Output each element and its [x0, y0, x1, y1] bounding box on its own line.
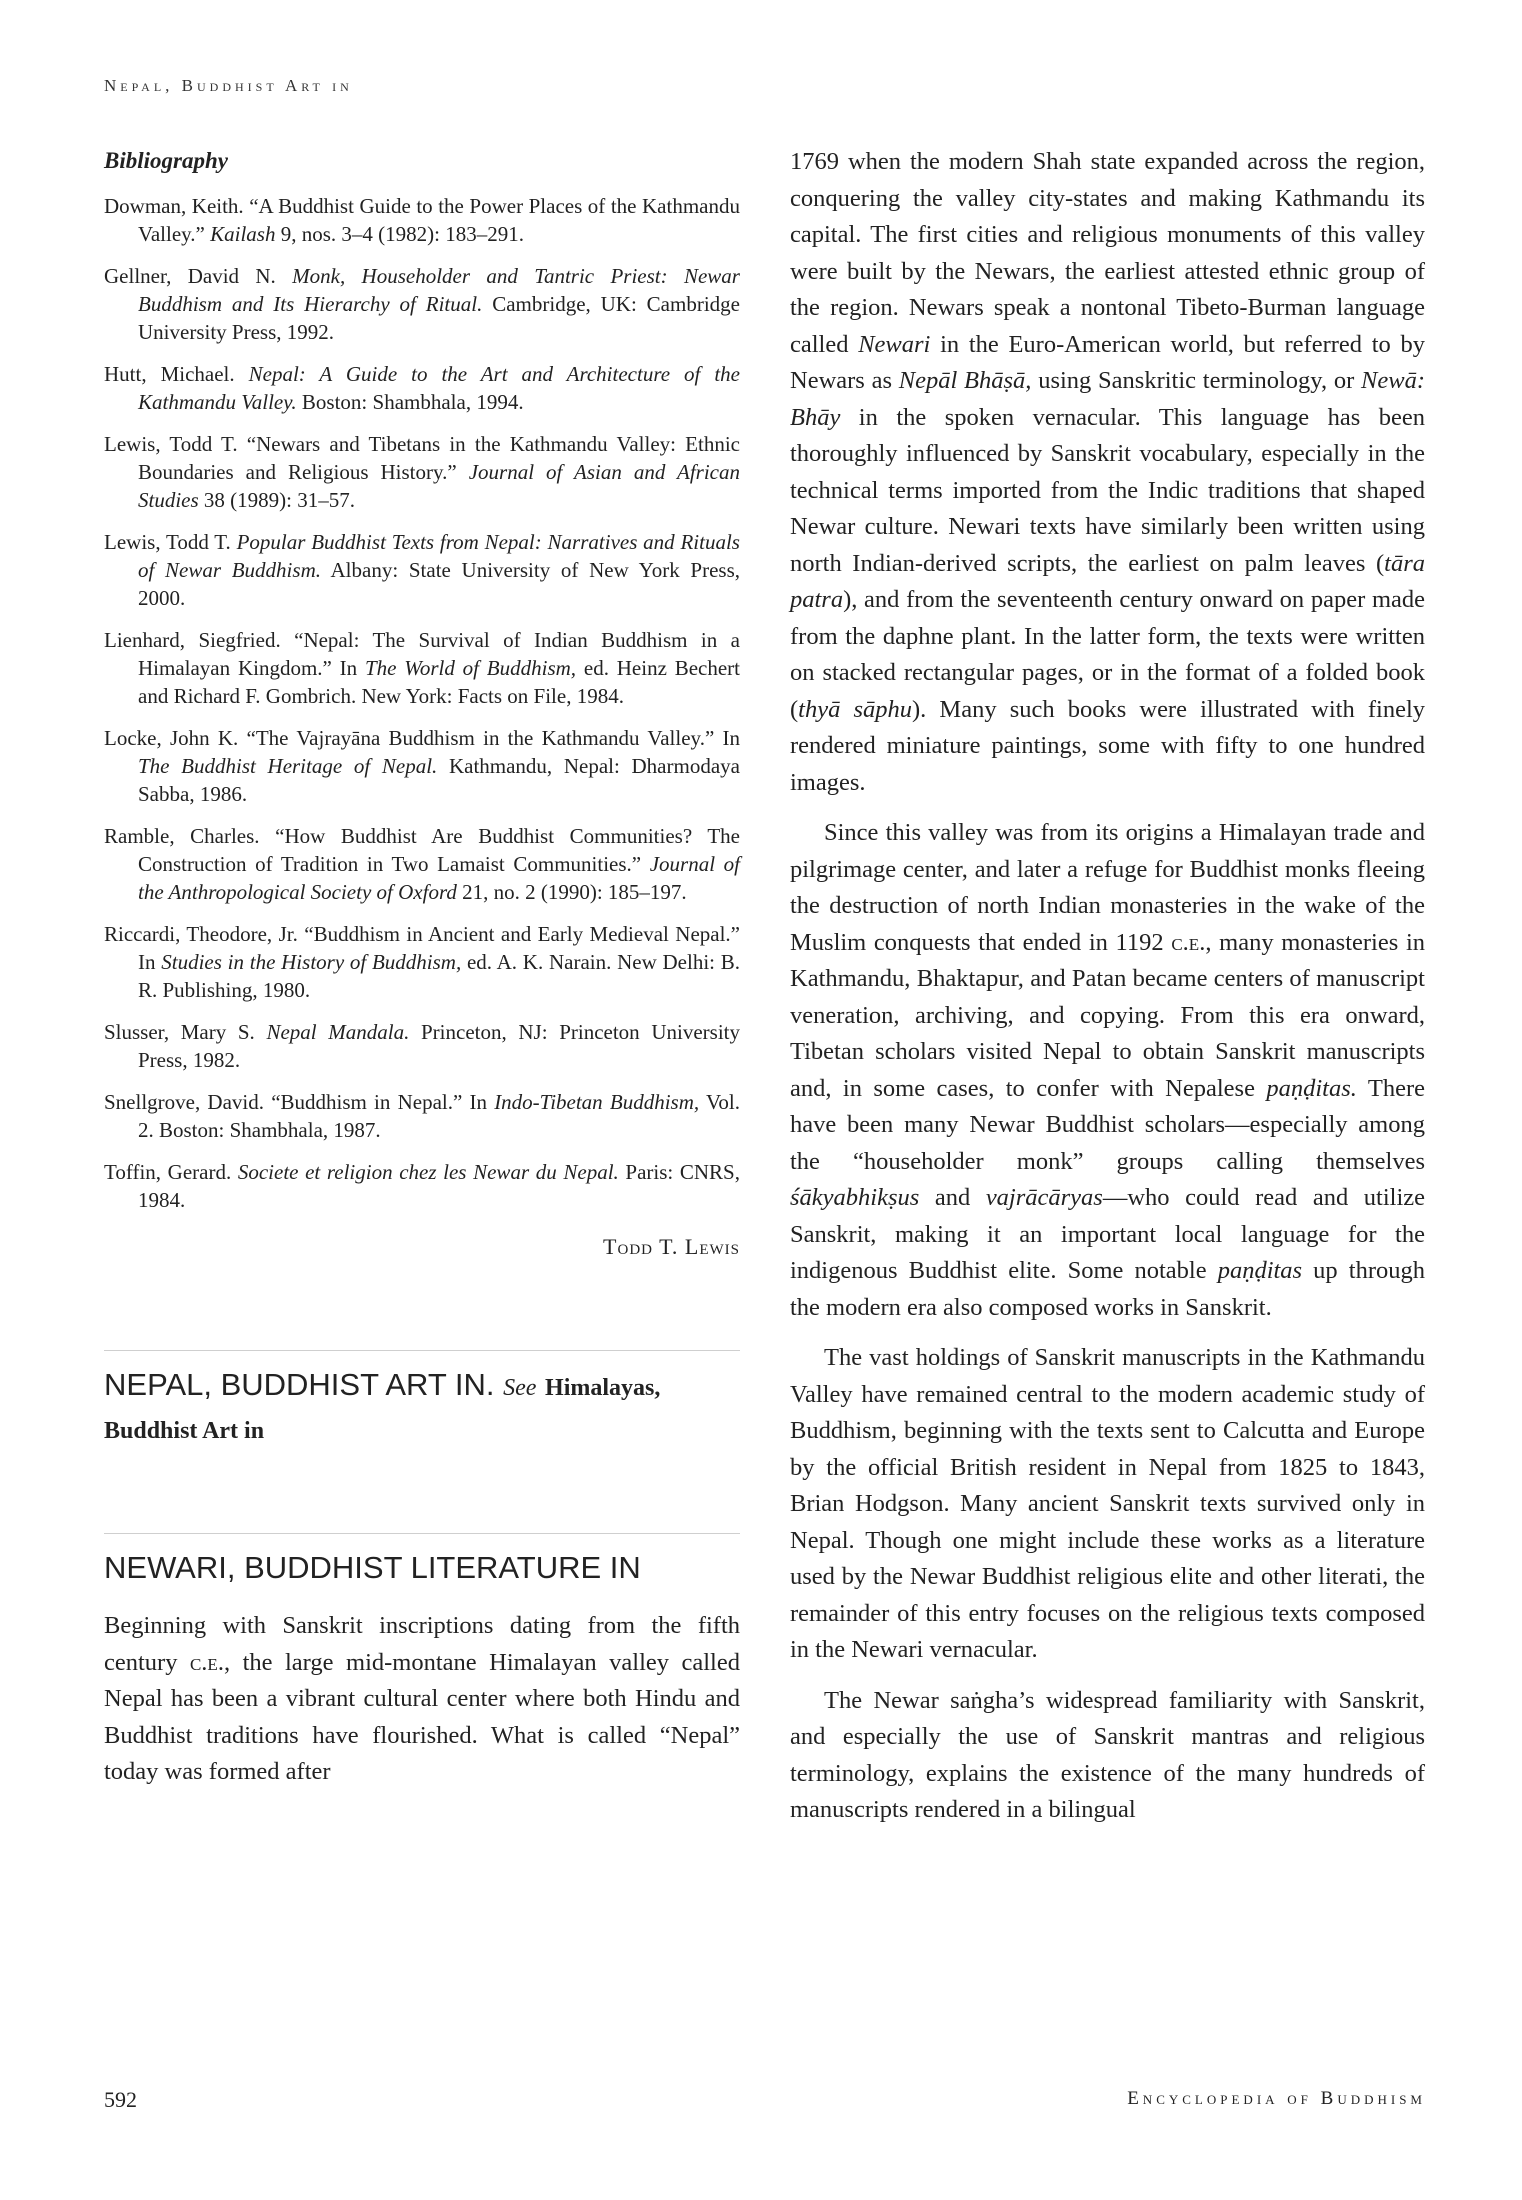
bib-entry: Lewis, Todd T. Popular Buddhist Texts from Nepal: Narratives and Rituals of Newar Buddhism. Albany: State University of New York Press, 2000.	[104, 530, 740, 610]
bib-entry: Toffin, Gerard. Societe et religion chez les Newar du Nepal. Paris: CNRS, 1984.	[104, 1160, 740, 1212]
body-paragraph: Beginning with Sanskrit inscriptions dating from the fifth century c.e., the large mid-montane Himalayan valley called Nepal has been a vibrant cultural center where both Hindu and Buddhist traditions have flourished. What is called “Nepal” today was formed after	[104, 1612, 740, 1785]
bib-entry: Ramble, Charles. “How Buddhist Are Buddhist Communities? The Construction of Tradition in Two Lamaist Communities.” Journal of the Anthropological Society of Oxford 21, no. 2 (1990): 185–197.	[104, 824, 740, 904]
bibliography-heading: Bibliography	[104, 148, 228, 173]
body-paragraph: The vast holdings of Sanskrit manuscripts in the Kathmandu Valley have remained central to the modern academic study of Buddhism, beginning with the texts sent to Calcutta and Europe by the official British resident in Nepal from 1825 to 1843, Brian Hodgson. Many ancient Sanskrit texts survived only in Nepal. Though one might include these works as a literature used by the Newar Buddhist religious elite and other literati, the remainder of this entry focuses on the religious texts composed in the Newari vernacular.	[790, 1344, 1425, 1663]
left-column	[104, 142, 740, 1805]
bib-entry: Riccardi, Theodore, Jr. “Buddhism in Ancient and Early Medieval Nepal.” In Studies in the History of Buddhism, ed. A. K. Narain. New Delhi: B. R. Publishing, 1980.	[104, 922, 740, 1002]
bib-entry: Slusser, Mary S. Nepal Mandala. Princeton, NJ: Princeton University Press, 1982.	[104, 1020, 740, 1072]
body-paragraph: Since this valley was from its origins a Himalayan trade and pilgrimage center, and later a refuge for Buddhist monks fleeing the destruction of north Indian monasteries in the wake of the Muslim conquests that ended in 1192 c.e., many monasteries in Kathmandu, Bhaktapur, and Patan became centers of manuscript veneration, archiving, and copying. From this era onward, Tibetan scholars visited Nepal to obtain Sanskrit manuscripts and, in some cases, to confer with Nepalese paṇḍitas. There have been many Newar Buddhist scholars—especially among the “householder monk” groups calling themselves śākyabhikṣus and vajrācāryas—who could read and utilize Sanskrit, making it an important local language for the indigenous Buddhist elite. Some notable paṇḍitas up through the modern era also composed works in Sanskrit.	[790, 819, 1426, 1321]
bib-entry: Hutt, Michael. Nepal: A Guide to the Art and Architecture of the Kathmandu Valley. Boston: Shambhala, 1994.	[104, 362, 740, 414]
bib-entry: Lienhard, Siegfried. “Nepal: The Survival of Indian Buddhism in a Himalayan Kingdom.” In The World of Buddhism, ed. Heinz Bechert and Richard F. Gombrich. New York: Facts on File, 1984.	[104, 628, 740, 708]
see-label: See	[503, 1375, 537, 1401]
body-paragraph: 1769 when the modern Shah state expanded across the region, conquering the valley city-states and making Kathmandu its capital. The first cities and religious monuments of this valley were built by the Newars, the earliest attested ethnic group of the region. Newars speak a nontonal Tibeto-Burman language called Newari in the Euro-American world, but referred to by Newars as Nepāl Bhāṣā, using Sanskritic terminology, or Newā: Bhāy in the spoken vernacular. This language has been thoroughly influenced by Sanskrit vocabulary, especially in the technical terms imported from the Indic traditions that shaped Newar culture. Newari texts have similarly been written using north Indian-derived scripts, the earliest on palm leaves (tāra patra), and from the seventeenth century onward on paper made from the daphne plant. In the latter form, the texts were written on stacked rectangular pages, or in the format of a folded book (thyā sāphu). Many such books were illustrated with finely rendered miniature paintings, some with fifty to one hundred images.	[790, 148, 1426, 796]
bib-entry: Locke, John K. “The Vajrayāna Buddhism in the Kathmandu Valley.” In The Buddhist Heritage of Nepal. Kathmandu, Nepal: Dharmodaya Sabba, 1986.	[104, 726, 740, 806]
bib-entry: Lewis, Todd T. “Newars and Tibetans in the Kathmandu Valley: Ethnic Boundaries and Religious History.” Journal of Asian and African Studies 38 (1989): 31–57.	[104, 432, 740, 512]
page-number: 592	[104, 2087, 137, 2112]
entry-title-newari: NEWARI, BUDDHIST LITERATURE IN	[104, 1550, 641, 1585]
right-column	[790, 144, 1425, 1843]
bib-entry: Gellner, David N. Monk, Householder and Tantric Priest: Newar Buddhism and Its Hierarchy of Ritual. Cambridge, UK: Cambridge University Press, 1992.	[104, 264, 740, 344]
cross-reference-link[interactable]: Himalayas, Buddhist Art in	[104, 1375, 661, 1444]
bibliography-list	[104, 192, 740, 1214]
bib-entry: Snellgrove, David. “Buddhism in Nepal.” In Indo-Tibetan Buddhism, Vol. 2. Boston: Shambhala, 1987.	[104, 1090, 740, 1142]
book-title: Encyclopedia of Buddhism	[1127, 2088, 1426, 2109]
running-head: Nepal, Buddhist Art in	[104, 76, 353, 95]
bib-entry: Dowman, Keith. “A Buddhist Guide to the Power Places of the Kathmandu Valley.” Kailash 9, nos. 3–4 (1982): 183–291.	[104, 194, 740, 246]
body-paragraph: The Newar saṅgha’s widespread familiarity with Sanskrit, and especially the use of Sanskrit mantras and religious terminology, explains the existence of the many hundreds of manuscripts rendered in a bilingual	[790, 1686, 1425, 1823]
section-divider	[104, 1350, 740, 1351]
section-divider	[104, 1533, 740, 1534]
author-byline: Todd T. Lewis	[603, 1234, 740, 1259]
entry-title-nepal-art: NEPAL, BUDDHIST ART IN. See Himalayas, Buddhist Art in	[104, 1367, 661, 1444]
